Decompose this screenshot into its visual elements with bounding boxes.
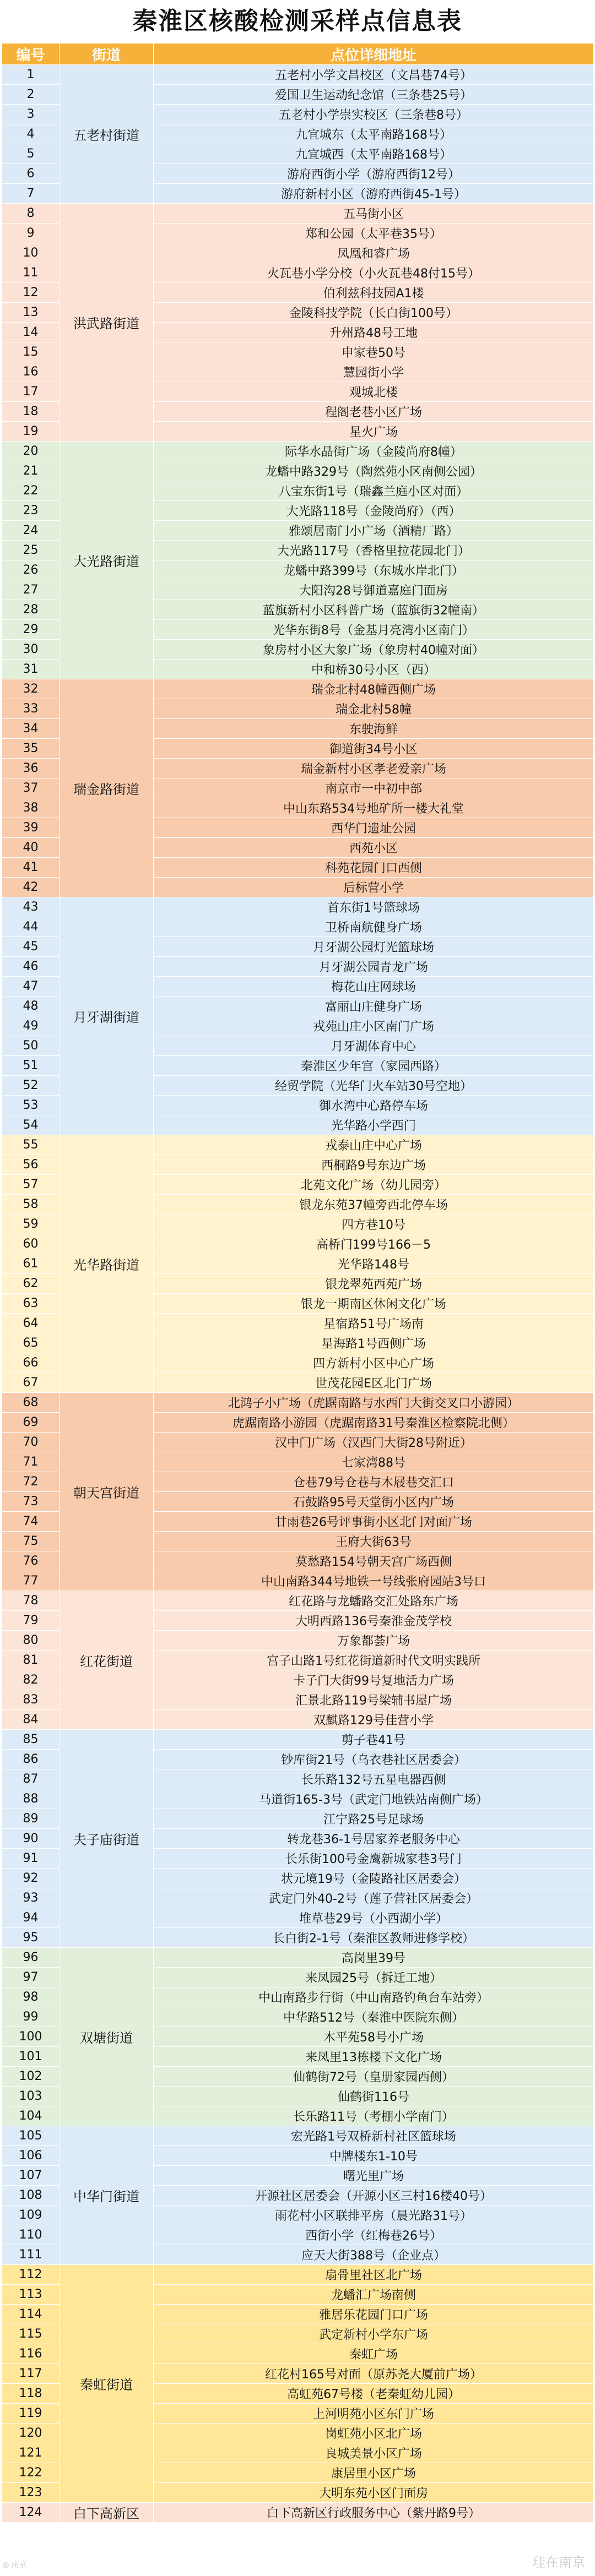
street-cell: 夫子庙街道: [60, 1730, 154, 1948]
watermark: 珪在南京: [532, 2555, 585, 2570]
address-cell: 银龙东苑37幢旁西北停车场: [154, 1195, 594, 1215]
column-header-address: 点位详细地址: [154, 43, 594, 65]
address-cell: 武定新村小学东广场: [154, 2324, 594, 2344]
row-number: 83: [2, 1690, 60, 1710]
row-number: 43: [2, 897, 60, 917]
row-number: 111: [2, 2245, 60, 2265]
row-number: 115: [2, 2324, 60, 2344]
row-number: 44: [2, 917, 60, 937]
address-cell: 升州路48号工地: [154, 323, 594, 342]
row-number: 85: [2, 1730, 60, 1750]
row-number: 3: [2, 105, 60, 124]
address-cell: 仙鹤街116号: [154, 2087, 594, 2106]
address-cell: 西桐路9号东边广场: [154, 1155, 594, 1175]
row-number: 118: [2, 2384, 60, 2404]
address-cell: 大阳沟28号御道嘉庭门面房: [154, 580, 594, 600]
address-cell: 五马街小区: [154, 204, 594, 224]
row-number: 117: [2, 2364, 60, 2384]
row-number: 14: [2, 323, 60, 342]
row-number: 68: [2, 1393, 60, 1413]
address-cell: 转龙巷36-1号居家养老服务中心: [154, 1829, 594, 1849]
row-number: 89: [2, 1809, 60, 1829]
row-number: 91: [2, 1849, 60, 1869]
row-number: 1: [2, 65, 60, 85]
address-cell: 岗虹苑小区北广场: [154, 2423, 594, 2443]
address-cell: 伯利兹科技园A1楼: [154, 283, 594, 303]
row-number: 42: [2, 878, 60, 897]
row-number: 96: [2, 1948, 60, 1968]
address-cell: 中华路512号（秦淮中医院东侧）: [154, 2007, 594, 2027]
row-number: 98: [2, 1987, 60, 2007]
table-row: [2, 1393, 594, 1413]
row-number: 101: [2, 2047, 60, 2067]
table-row: [2, 679, 594, 699]
street-cell: 光华路街道: [60, 1135, 154, 1393]
address-cell: 曙光里广场: [154, 2166, 594, 2186]
address-cell: 来凤里13栋楼下文化广场: [154, 2047, 594, 2067]
address-cell: 龙蟠中路329号（陶然苑小区南侧公园）: [154, 461, 594, 481]
street-cell: 朝天宫街道: [60, 1393, 154, 1591]
address-cell: 万象都荟广场: [154, 1631, 594, 1651]
row-number: 113: [2, 2285, 60, 2305]
address-cell: 游府新村小区（游府西街45-1号）: [154, 184, 594, 204]
address-cell: 宏光路1号双桥新村社区篮球场: [154, 2126, 594, 2146]
address-cell: 钞库街21号（乌衣巷社区居委会）: [154, 1750, 594, 1769]
table-row: [2, 1591, 594, 1611]
address-cell: 北鸿子小广场（虎踞南路与水西门大街交叉口小游园）: [154, 1393, 594, 1413]
row-number: 29: [2, 620, 60, 640]
row-number: 70: [2, 1433, 60, 1452]
address-cell: 瑞金北村48幢西侧广场: [154, 679, 594, 699]
row-number: 18: [2, 402, 60, 422]
table-row: [2, 65, 594, 85]
row-number: 34: [2, 719, 60, 739]
address-cell: 良城美景小区广场: [154, 2443, 594, 2463]
row-number: 82: [2, 1670, 60, 1690]
address-cell: 四方巷10号: [154, 1215, 594, 1234]
row-number: 11: [2, 263, 60, 283]
street-cell: 秦虹街道: [60, 2265, 154, 2503]
address-cell: 星海路1号西侧广场: [154, 1333, 594, 1353]
row-number: 60: [2, 1234, 60, 1254]
address-cell: 五老村小学崇实校区（三条巷8号）: [154, 105, 594, 124]
row-number: 48: [2, 996, 60, 1016]
address-cell: 白下高新区行政服务中心（紫丹路9号）: [154, 2503, 594, 2523]
street-cell: 大光路街道: [60, 442, 154, 679]
row-number: 106: [2, 2146, 60, 2166]
row-number: 45: [2, 937, 60, 957]
row-number: 53: [2, 1096, 60, 1115]
address-cell: 红花路与龙蟠路交汇处路东广场: [154, 1591, 594, 1611]
address-cell: 秦淮区少年宫（家园西路）: [154, 1056, 594, 1076]
row-number: 54: [2, 1115, 60, 1135]
address-cell: 状元境19号（金陵路社区居委会）: [154, 1869, 594, 1888]
address-cell: 月牙湖公园青龙广场: [154, 957, 594, 977]
address-cell: 经贸学院（光华门火车站30号空地）: [154, 1076, 594, 1096]
address-cell: 游府西街小学（游府西街12号）: [154, 164, 594, 184]
row-number: 95: [2, 1928, 60, 1948]
row-number: 26: [2, 560, 60, 580]
row-number: 23: [2, 501, 60, 521]
row-number: 108: [2, 2186, 60, 2205]
address-cell: 首东街1号篮球场: [154, 897, 594, 917]
address-cell: 西华门遗址公园: [154, 818, 594, 838]
table-row: [2, 1730, 594, 1750]
row-number: 65: [2, 1333, 60, 1353]
row-number: 69: [2, 1413, 60, 1433]
table-row: [2, 204, 594, 224]
row-number: 15: [2, 342, 60, 362]
row-number: 46: [2, 957, 60, 977]
address-cell: 爱国卫生运动纪念馆（三条巷25号）: [154, 85, 594, 105]
address-cell: 郑和公园（太平巷35号）: [154, 224, 594, 243]
address-cell: 星宿路51号广场南: [154, 1314, 594, 1333]
row-number: 94: [2, 1908, 60, 1928]
row-number: 21: [2, 461, 60, 481]
row-number: 32: [2, 679, 60, 699]
row-number: 99: [2, 2007, 60, 2027]
address-cell: 西街小学（红梅巷26号）: [154, 2225, 594, 2245]
address-cell: 龙蟠汇广场南侧: [154, 2285, 594, 2305]
row-number: 8: [2, 204, 60, 224]
address-cell: 王府大街63号: [154, 1532, 594, 1551]
row-number: 123: [2, 2483, 60, 2503]
table-row: [2, 2503, 594, 2523]
row-number: 79: [2, 1611, 60, 1631]
address-cell: 莫愁路154号朝天宫广场西侧: [154, 1551, 594, 1571]
row-number: 87: [2, 1769, 60, 1789]
address-cell: 汇景北路119号梁辅书屋广场: [154, 1690, 594, 1710]
row-number: 10: [2, 243, 60, 263]
address-cell: 武定门外40-2号（莲子营社区居委会）: [154, 1888, 594, 1908]
address-cell: 卫桥南航健身广场: [154, 917, 594, 937]
address-cell: 龙蟠中路399号（东城水岸北门）: [154, 560, 594, 580]
row-number: 35: [2, 739, 60, 759]
row-number: 104: [2, 2106, 60, 2126]
address-cell: 汉中门广场（汉西门大街28号附近）: [154, 1433, 594, 1452]
address-cell: 戎泰山庄中心广场: [154, 1135, 594, 1155]
address-cell: 程阁老巷小区广场: [154, 402, 594, 422]
row-number: 39: [2, 818, 60, 838]
address-cell: 大明西路136号秦淮金茂学校: [154, 1611, 594, 1631]
address-cell: 雅颂居南门小广场（酒精厂路）: [154, 521, 594, 541]
row-number: 57: [2, 1175, 60, 1195]
address-cell: 光华路小学西门: [154, 1115, 594, 1135]
address-cell: 瑞金新村小区孝老爱亲广场: [154, 759, 594, 778]
corner-mark: ◎ 南京: [2, 2561, 27, 2569]
row-number: 22: [2, 481, 60, 501]
address-cell: 四方新村小区中心广场: [154, 1353, 594, 1373]
address-cell: 大明东苑小区门面房: [154, 2483, 594, 2503]
row-number: 40: [2, 838, 60, 858]
row-number: 47: [2, 977, 60, 996]
row-number: 7: [2, 184, 60, 204]
table-header-row: [2, 43, 594, 65]
row-number: 109: [2, 2205, 60, 2225]
row-number: 6: [2, 164, 60, 184]
row-number: 38: [2, 798, 60, 818]
row-number: 93: [2, 1888, 60, 1908]
table-row: [2, 442, 594, 461]
table-row: [2, 1948, 594, 1968]
row-number: 77: [2, 1571, 60, 1591]
address-cell: 雅居乐花园门口广场: [154, 2305, 594, 2324]
address-cell: 康居里小区广场: [154, 2463, 594, 2483]
address-cell: 卡子门大街99号复地活力广场: [154, 1670, 594, 1690]
address-cell: 长白街2-1号（秦淮区教师进修学校）: [154, 1928, 594, 1948]
address-cell: 银龙翠苑西苑广场: [154, 1274, 594, 1294]
address-cell: 北苑文化广场（幼儿园旁）: [154, 1175, 594, 1195]
row-number: 73: [2, 1492, 60, 1512]
address-cell: 仙鹤街72号（皇册家园西侧）: [154, 2067, 594, 2087]
address-cell: 大光路117号（香格里拉花园北门）: [154, 541, 594, 560]
address-cell: 长乐街100号金鹰新城家巷3号门: [154, 1849, 594, 1869]
row-number: 33: [2, 699, 60, 719]
address-cell: 马道街165-3号（武定门地铁站南侧广场）: [154, 1789, 594, 1809]
street-cell: 红花街道: [60, 1591, 154, 1730]
address-cell: 上河明苑小区东门广场: [154, 2404, 594, 2423]
row-number: 51: [2, 1056, 60, 1076]
row-number: 114: [2, 2305, 60, 2324]
address-cell: 宫子山路1号红花街道新时代文明实践所: [154, 1651, 594, 1670]
row-number: 97: [2, 1968, 60, 1987]
address-cell: 长乐路132号五星电器西侧: [154, 1769, 594, 1789]
row-number: 72: [2, 1472, 60, 1492]
row-number: 112: [2, 2265, 60, 2285]
row-number: 2: [2, 85, 60, 105]
row-number: 41: [2, 858, 60, 878]
address-cell: 秦虹广场: [154, 2344, 594, 2364]
row-number: 49: [2, 1016, 60, 1036]
address-cell: 高桥门199号166－5: [154, 1234, 594, 1254]
row-number: 28: [2, 600, 60, 620]
row-number: 37: [2, 778, 60, 798]
address-cell: 雨花村小区联排平房（晨光路31号）: [154, 2205, 594, 2225]
row-number: 81: [2, 1651, 60, 1670]
row-number: 16: [2, 362, 60, 382]
address-cell: 长乐路11号（考棚小学南门）: [154, 2106, 594, 2126]
row-number: 12: [2, 283, 60, 303]
row-number: 25: [2, 541, 60, 560]
row-number: 107: [2, 2166, 60, 2186]
row-number: 58: [2, 1195, 60, 1215]
address-cell: 申家巷50号: [154, 342, 594, 362]
row-number: 20: [2, 442, 60, 461]
page-title: 秦淮区核酸检测采样点信息表: [133, 7, 462, 35]
address-cell: 金陵科技学院（长白街100号）: [154, 303, 594, 323]
row-number: 71: [2, 1452, 60, 1472]
table-row: [2, 2126, 594, 2146]
street-cell: 洪武路街道: [60, 204, 154, 442]
address-cell: 际华水晶街广场（金陵尚府8幢）: [154, 442, 594, 461]
row-number: 75: [2, 1532, 60, 1551]
row-number: 64: [2, 1314, 60, 1333]
address-cell: 江宁路25号足球场: [154, 1809, 594, 1829]
address-cell: 应天大街388号（企业点）: [154, 2245, 594, 2265]
row-number: 36: [2, 759, 60, 778]
row-number: 84: [2, 1710, 60, 1730]
row-number: 100: [2, 2027, 60, 2047]
row-number: 66: [2, 1353, 60, 1373]
table-row: [2, 897, 594, 917]
address-cell: 来凤园25号（拆迁工地）: [154, 1968, 594, 1987]
row-number: 59: [2, 1215, 60, 1234]
address-cell: 光华路148号: [154, 1254, 594, 1274]
row-number: 67: [2, 1373, 60, 1393]
street-cell: 双塘街道: [60, 1948, 154, 2126]
address-cell: 南京市一中初中部: [154, 778, 594, 798]
address-cell: 瑞金北村58幢: [154, 699, 594, 719]
row-number: 103: [2, 2087, 60, 2106]
address-cell: 石鼓路95号天堂街小区内广场: [154, 1492, 594, 1512]
address-cell: 双麒路129号佳营小学: [154, 1710, 594, 1730]
address-cell: 大光路118号（金陵尚府）（西）: [154, 501, 594, 521]
row-number: 102: [2, 2067, 60, 2087]
address-cell: 梅花山庄网球场: [154, 977, 594, 996]
address-cell: 中牌楼东1-10号: [154, 2146, 594, 2166]
row-number: 92: [2, 1869, 60, 1888]
address-cell: 高虹苑67号楼（老秦虹幼儿园）: [154, 2384, 594, 2404]
row-number: 121: [2, 2443, 60, 2463]
address-cell: 堆草巷29号（小西湖小学）: [154, 1908, 594, 1928]
address-cell: 高岗里39号: [154, 1948, 594, 1968]
column-header-number: 编号: [2, 43, 60, 65]
address-cell: 剪子巷41号: [154, 1730, 594, 1750]
address-cell: 开源社区居委会（开源小区三村16楼40号）: [154, 2186, 594, 2205]
address-cell: 东驶海鲜: [154, 719, 594, 739]
address-cell: 慧园街小学: [154, 362, 594, 382]
row-number: 50: [2, 1036, 60, 1056]
address-cell: 象房村小区大象广场（象房村40幢对面）: [154, 640, 594, 660]
row-number: 9: [2, 224, 60, 243]
row-number: 120: [2, 2423, 60, 2443]
address-cell: 九宜城西（太平南路168号）: [154, 144, 594, 164]
address-cell: 科苑花园门口西侧: [154, 858, 594, 878]
address-cell: 中山南路步行街（中山南路钓鱼台车站旁）: [154, 1987, 594, 2007]
row-number: 17: [2, 382, 60, 402]
address-cell: 凤凰和睿广场: [154, 243, 594, 263]
address-cell: 火瓦巷小学分校（小火瓦巷48付15号）: [154, 263, 594, 283]
row-number: 76: [2, 1551, 60, 1571]
address-cell: 银龙一期南区休闲文化广场: [154, 1294, 594, 1314]
address-cell: 御水湾中心路停车场: [154, 1096, 594, 1115]
row-number: 52: [2, 1076, 60, 1096]
row-number: 74: [2, 1512, 60, 1532]
address-cell: 月牙湖公园灯光篮球场: [154, 937, 594, 957]
sampling-sites-table: [2, 43, 594, 2523]
address-cell: 虎踞南路小游园（虎踞南路31号秦淮区检察院北侧）: [154, 1413, 594, 1433]
address-cell: 蓝旗新村小区科普广场（蓝旗街32幢南）: [154, 600, 594, 620]
row-number: 55: [2, 1135, 60, 1155]
street-cell: 月牙湖街道: [60, 897, 154, 1135]
table-row: [2, 1135, 594, 1155]
row-number: 80: [2, 1631, 60, 1651]
row-number: 116: [2, 2344, 60, 2364]
street-cell: 白下高新区: [60, 2503, 154, 2523]
row-number: 27: [2, 580, 60, 600]
address-cell: 八宝东街1号（瑞鑫兰庭小区对面）: [154, 481, 594, 501]
row-number: 56: [2, 1155, 60, 1175]
row-number: 62: [2, 1274, 60, 1294]
street-cell: 中华门街道: [60, 2126, 154, 2265]
row-number: 119: [2, 2404, 60, 2423]
row-number: 110: [2, 2225, 60, 2245]
address-cell: 后标营小学: [154, 878, 594, 897]
address-cell: 世茂花园E区北门广场: [154, 1373, 594, 1393]
address-cell: 星火广场: [154, 422, 594, 442]
address-cell: 扇骨里社区北广场: [154, 2265, 594, 2285]
row-number: 19: [2, 422, 60, 442]
row-number: 78: [2, 1591, 60, 1611]
street-cell: 瑞金路街道: [60, 679, 154, 897]
row-number: 122: [2, 2463, 60, 2483]
row-number: 13: [2, 303, 60, 323]
column-header-street: 街道: [60, 43, 154, 65]
address-cell: 月牙湖体育中心: [154, 1036, 594, 1056]
table-row: [2, 2265, 594, 2285]
address-cell: 仓巷79号仓巷与木屐巷交汇口: [154, 1472, 594, 1492]
row-number: 24: [2, 521, 60, 541]
row-number: 61: [2, 1254, 60, 1274]
address-cell: 西苑小区: [154, 838, 594, 858]
address-cell: 富丽山庄健身广场: [154, 996, 594, 1016]
row-number: 30: [2, 640, 60, 660]
row-number: 63: [2, 1294, 60, 1314]
address-cell: 五老村小学文昌校区（文昌巷74号）: [154, 65, 594, 85]
address-cell: 戎苑山庄小区南门广场: [154, 1016, 594, 1036]
address-cell: 九宜城东（太平南路168号）: [154, 124, 594, 144]
address-cell: 中山东路534号地矿所一楼大礼堂: [154, 798, 594, 818]
row-number: 90: [2, 1829, 60, 1849]
address-cell: 御道街34号小区: [154, 739, 594, 759]
address-cell: 七家湾88号: [154, 1452, 594, 1472]
row-number: 124: [2, 2503, 60, 2523]
address-cell: 红花村165号对面（原苏尧大厦前广场）: [154, 2364, 594, 2384]
row-number: 88: [2, 1789, 60, 1809]
address-cell: 光华东街8号（金基月亮湾小区南门）: [154, 620, 594, 640]
address-cell: 甘雨巷26号评事街小区北门对面广场: [154, 1512, 594, 1532]
address-cell: 中山南路344号地铁一号线张府园站3号口: [154, 1571, 594, 1591]
row-number: 86: [2, 1750, 60, 1769]
address-cell: 中和桥30号小区（西）: [154, 660, 594, 679]
row-number: 5: [2, 144, 60, 164]
table-body: [2, 65, 594, 2523]
address-cell: 观城北楼: [154, 382, 594, 402]
row-number: 4: [2, 124, 60, 144]
row-number: 31: [2, 660, 60, 679]
row-number: 105: [2, 2126, 60, 2146]
street-cell: 五老村街道: [60, 65, 154, 204]
address-cell: 木平苑58号小广场: [154, 2027, 594, 2047]
